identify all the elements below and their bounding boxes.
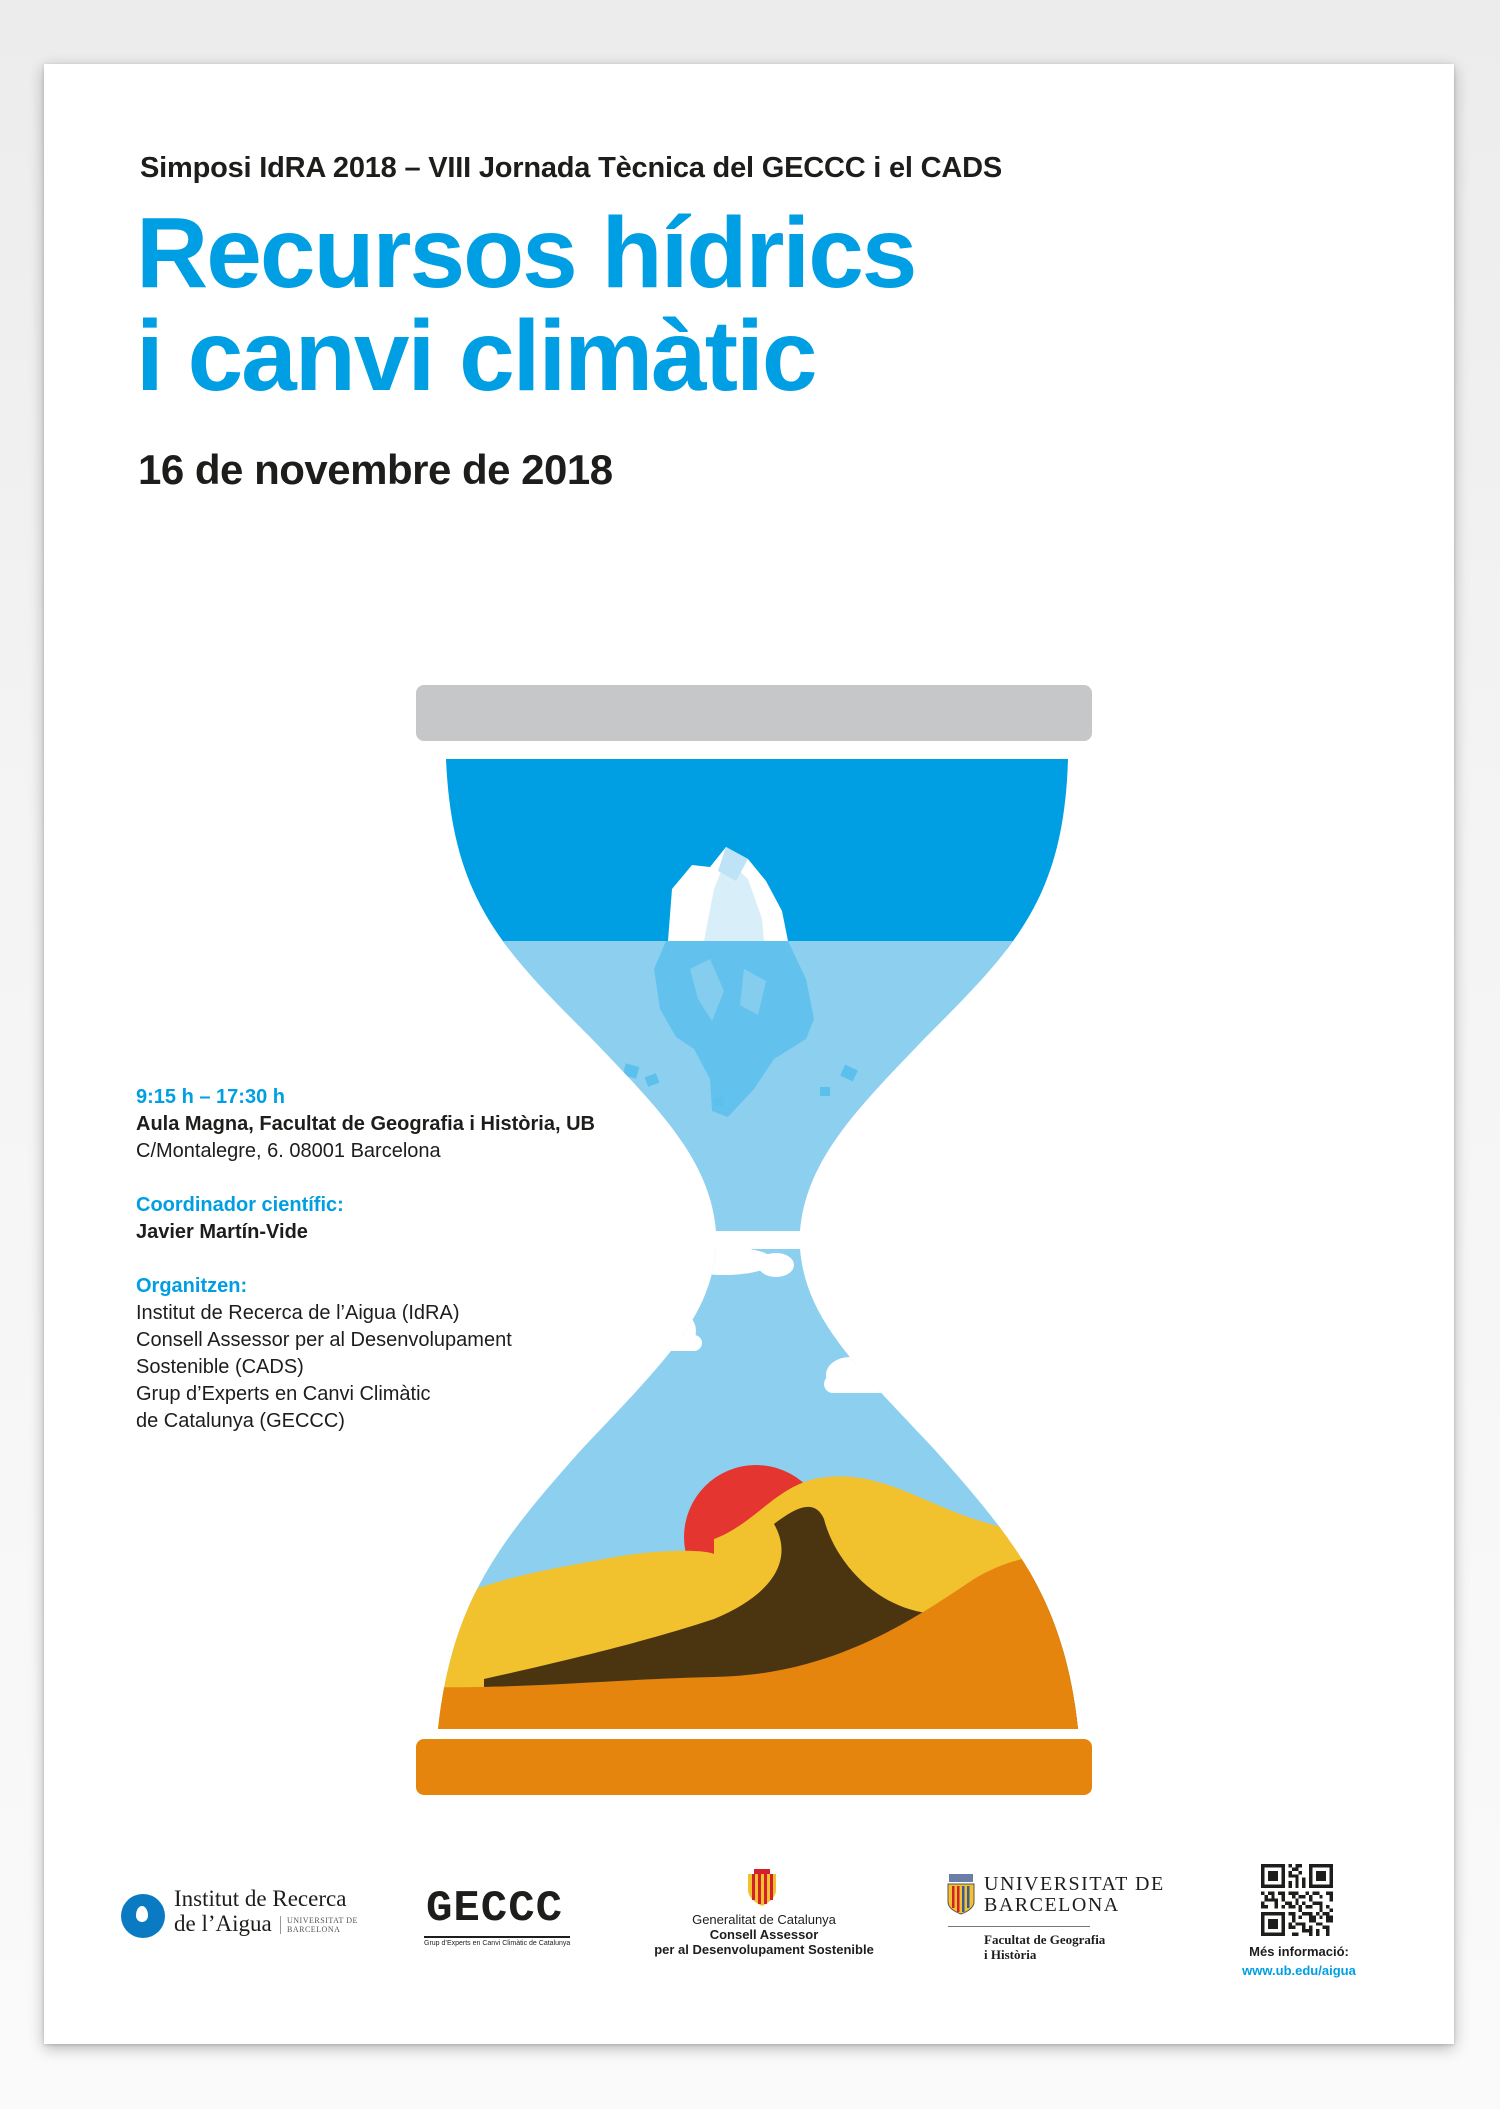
cloud [630, 1311, 702, 1353]
title-line-1: Recursos hídrics [136, 197, 916, 309]
idra-logo-text: Institut de Recerca de l’Aigua [174, 1886, 347, 1936]
event-details [136, 1084, 616, 1435]
organizer-line: Sostenible (CADS) [136, 1356, 304, 1378]
organizer-line: Grup d’Experts en Canvi Climàtic [136, 1383, 431, 1405]
more-info-link[interactable]: www.ub.edu/aigua [1242, 1963, 1356, 1978]
ub-faculty: Facultat de Geografia i Història [984, 1932, 1106, 1962]
idra-ub-mark: UNIVERSITAT DE BARCELONA [280, 1916, 358, 1934]
water-drop-icon [121, 1894, 165, 1938]
event-subtitle: Simposi IdRA 2018 – VIII Jornada Tècnica del GECCC i el CADS [140, 152, 1003, 184]
cads-logo-text: Generalitat de Catalunya Consell Assessor per al Desenvolupament Sostenible [654, 1912, 874, 1957]
geccc-logo: GECCC [426, 1884, 564, 1934]
event-time: 9:15 h – 17:30 h [136, 1086, 285, 1108]
title-line-2: i canvi climàtic [136, 300, 816, 412]
ub-divider [948, 1926, 1090, 1927]
coordinator-label: Coordinador científic: [136, 1194, 344, 1216]
poster [44, 64, 1454, 2044]
coordinator-name: Javier Martín-Vide [136, 1221, 308, 1243]
poster-title [136, 197, 916, 412]
sponsor-logos [44, 1864, 1454, 2014]
organizers-label: Organitzen: [136, 1275, 248, 1297]
organizer-line: de Catalunya (GECCC) [136, 1410, 345, 1432]
geccc-subtitle: Grup d’Experts en Canvi Climàtic de Catalunya [424, 1936, 570, 1947]
more-info [1234, 1942, 1364, 1980]
more-info-label: Més informació: [1249, 1944, 1349, 1959]
ub-logo-text: UNIVERSITAT DE BARCELONA [984, 1873, 1165, 1916]
generalitat-emblem-icon [744, 1868, 780, 1908]
hourglass-top-cap [416, 685, 1092, 741]
qr-code-icon[interactable] [1261, 1864, 1333, 1936]
event-date: 16 de novembre de 2018 [138, 446, 613, 493]
event-venue: Aula Magna, Facultat de Geografia i Història, UB [136, 1113, 595, 1135]
hourglass-bottom-cap [416, 1739, 1092, 1795]
ub-seal-icon [946, 1872, 976, 1916]
organizer-line: Institut de Recerca de l’Aigua (IdRA) [136, 1302, 460, 1324]
event-address: C/Montalegre, 6. 08001 Barcelona [136, 1140, 441, 1162]
organizer-line: Consell Assessor per al Desenvolupament [136, 1329, 512, 1351]
